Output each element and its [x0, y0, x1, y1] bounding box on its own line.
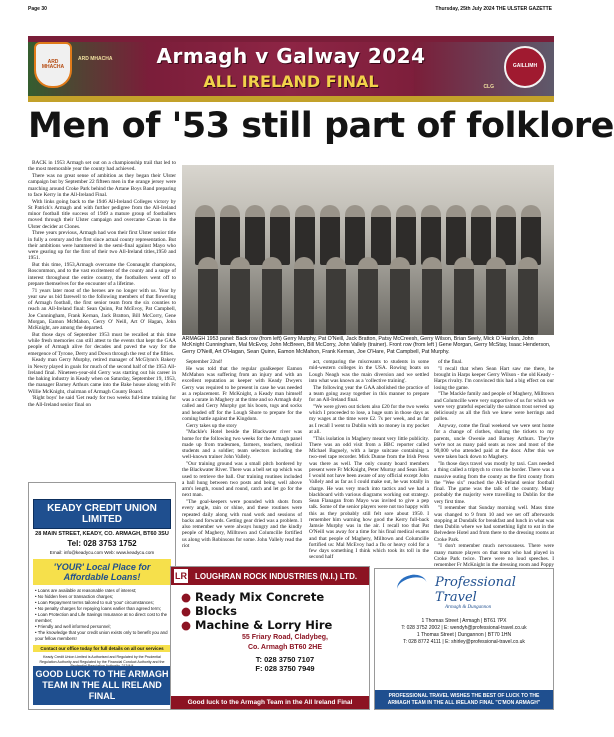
bullet-icon: ●	[181, 604, 196, 618]
photo-back-row	[192, 205, 544, 265]
plane-swoosh-icon	[395, 571, 430, 600]
prof-travel-logo: Professional Travel	[435, 575, 516, 605]
photo-figure	[486, 257, 506, 335]
photo-figure	[262, 257, 282, 335]
keady-email: Email: info@keadycu.com Web: www.keadycu.com	[49, 550, 155, 555]
photo-front-row	[192, 257, 544, 335]
loughran-fax: F: 028 3750 7949	[255, 663, 315, 673]
photo-figure	[446, 205, 466, 265]
photo-figure	[471, 205, 491, 265]
keady-bullet: • The knowledge that your credit union exists only to benefit you and your fellow members!	[35, 630, 169, 642]
article-paragraph: "We were given out tickets also £20 for the two weeks which I proceeded to lose, a huge sum in those days as my wages at the time were £2. 7s per week, and as far as I recall I went to Dublin with no money in my pocket at all.	[309, 403, 429, 435]
banner-title: Armagh v Galway 2024	[156, 44, 426, 68]
prof-travel-footer: PROFESSIONAL TRAVEL WISHES THE BEST OF LUCK TO THE ARMAGH TEAM IN THE ALL IRELAND FINAL "C'MON ARMAGH"	[375, 690, 553, 709]
prof-armagh-contact: T: 028 3752 2002 | E: wendyh@professional-travel.co.uk	[401, 625, 527, 631]
loughran-service-item	[181, 618, 369, 632]
article-paragraph: 'Right boys' he said 'Get ready for two weeks full-time training for the All-Ireland senior final on	[28, 395, 176, 408]
article-paragraph: Keady man Gerry Murphy, retired manager of McGlynn's Bakery in Newry played in goals for much of the second half of the 1953 All-Ireland final. Nineteen-year-old Gerry was starting out his career in the baking industry in Keady when on Saturday, September 19, 1953, the manager Barney Arthurs came into the Bake house along with Fr Willie McKnight, chairman of Armagh County Board.	[28, 357, 176, 395]
photo-figure	[245, 205, 265, 265]
headline: Men of '53 still part of folklore	[28, 106, 614, 146]
article-paragraph: "I remember that Sunday morning well. Mass time was changed to 9 from 10 and we set off afterwards stopping at Dundalk for breakfast and lunch in what was then Dublin where we had something light to eat in the Belvedere Hotel and from there to the dressing rooms at Croke Park.	[434, 505, 554, 543]
article-paragraph: Gerry takes up the story	[186, 422, 237, 429]
loughran-name: LOUGHRAN ROCK INDUSTRIES (N.I.) LTD.	[195, 571, 358, 581]
article-paragraph: Three years previous, Armagh had won their first Ulster senior title in fully a century and the first since actual county representation. But their ambitions were hammered in the semi-final against Mayo who were gearing up for the first of their two All-Ireland titles,1950 and 1951.	[28, 230, 176, 262]
keady-title: KEADY CREDIT UNION LIMITED	[33, 499, 171, 529]
loughran-logo-icon: LR	[175, 571, 187, 581]
photo-figure	[496, 205, 516, 265]
article-paragraph: But those days of September 1953 must be recalled at this time while fresh memories can still attest to the events that kept the GAA people of Armagh alive for decades and paved the way for the emergence of Tyrone, Derry and Down through the rest of the fifties.	[28, 331, 176, 357]
banner-subtitle: ALL IRELAND FINAL	[203, 72, 379, 91]
keady-good-luck: GOOD LUCK TO THE ARMAGH TEAM IN THE ALL IRELAND FINAL	[33, 666, 171, 705]
article-paragraph: The following year the GAA abolished the practice of a team going away together in this manner to prepare for an All-Ireland final.	[309, 384, 429, 403]
keady-bullet: • No penalty charges for repaying loans earlier than agreed term;	[35, 606, 169, 612]
keady-bullet: • Friendly and well informed personnel;	[35, 624, 169, 630]
loughran-rock-ad	[170, 566, 370, 710]
article-paragraph: Anyway, come the final weekend we were sent home for a change of clothes, sharing the tickets to my parents, uncle Owenie and Barney Arthurs. They're we're not as many paid seats as now and most of the 90,000 who attended paid at the door. After this we were taken back down to Maghery.	[434, 423, 554, 461]
photo-figure	[295, 205, 315, 265]
keady-slogan: 'YOUR' Local Place for Affordable Loans!	[33, 559, 171, 585]
photo-figure	[345, 205, 365, 265]
keady-tel: Tel: 028 3753 1752	[67, 539, 137, 548]
photo-figure	[220, 205, 240, 265]
galway-crest-icon: GAILLIMH	[504, 46, 546, 88]
match-banner	[28, 36, 554, 102]
photo-figure	[230, 257, 250, 335]
article-paragraph: "The goal-keepers were pounded with shots from every angle, rain or shine, and these routines were repeated daily along with road work and sessions of backs and forwards. Getting gear dried was a problem. I also remember we were always hungry and the kindly people of Maghery, Milltown and Columcille fortified us along with Robinsons for some. John Vallely read the riot	[182, 499, 302, 549]
professional-travel-ad	[374, 568, 554, 710]
photo-figure	[358, 257, 378, 335]
article-column-2	[182, 359, 302, 564]
photo-figure	[422, 257, 442, 335]
banner-right-label: CLG	[483, 84, 494, 90]
loughran-services	[181, 590, 369, 632]
keady-address: 28 MAIN STREET, KEADY, CO. ARMAGH, BT60 3SU	[35, 531, 169, 537]
loughran-tel: T: 028 3750 7107	[255, 654, 315, 664]
photo-figure	[326, 257, 346, 335]
photo-figure	[421, 205, 441, 265]
keady-bullet: • Loan Repayment terms tailored to suit 'your' circumstances;	[35, 600, 169, 606]
prof-armagh-address: 1 Thomas Street | Armagh | BT61 7PX	[421, 618, 507, 624]
article-paragraph: "The Mackle family and people of Maghery, Milltown and Columcille were very supportive of us for which we were very grateful especially the salmon trout served up deliciously as all the fish we knew were herrings and pollen.	[434, 391, 554, 423]
article-column-3	[309, 359, 429, 564]
bullet-icon: ●	[181, 590, 196, 604]
photo-figure	[320, 205, 340, 265]
loughran-service-item	[181, 604, 369, 618]
photo-figure	[454, 257, 474, 335]
loughran-address-1: 55 Friary Road, Cladybeg,	[242, 634, 328, 641]
team-photo	[182, 165, 554, 335]
photo-figure	[195, 205, 215, 265]
prof-dungannon-contact: T: 028 8772 4111 | E: shirley@professional-travel.co.uk	[403, 639, 525, 645]
article-paragraph: BACK in 1953 Armagh set out on a championship trail that led to the most memorable year the county had achieved.	[28, 160, 176, 173]
keady-contact: Contact our office today for full details on all our services	[33, 645, 171, 652]
keady-bullet: • No hidden fees or transaction charges;	[35, 594, 169, 600]
photo-figure	[294, 257, 314, 335]
article-paragraph: "This isolation in Maghery meant very little publicity. There was an odd visit from a BBC reporter called Michael Baguely, with a large suitcase containing a two-reel tape recorder. Mick Dunne from the Irish Press was there as well. The only county board members present were Fr McKnight, Peter Murray and Sean Hart. I would not have been aware of any official except John Vallely and as far as I could make out, he was totally in charge. He was very much into tactics and we had a blackboard with various diagrams working out strategy. Sean Flanagan from Mayo was invited to give a pep talk. Some of the senior players were not too happy with this as they probably still felt sore about 1950. I remember him warning how good the Kerry full-back Jamsie Murphy was in the air. I recall too that Pat O'Neill was away for a time for his final medical exams and that people of Maghery, Milltown and Columcille fortified us: Mal McEvoy had a flu or heavy cold for a few days something I think which took its toll in the second half	[309, 435, 429, 561]
photo-figure	[270, 205, 290, 265]
photo-figure	[521, 205, 541, 265]
keady-bullet: • Loan Protection and Life Savings Insurance at no direct cost to the member;	[35, 612, 169, 624]
article-paragraph: September 22nd!	[186, 359, 223, 365]
page-number: Page 30	[28, 6, 47, 12]
article-paragraph: But this time, 1953,Armagh overcame the Connaught champions, Roscommon, and to the vast excitement of the county and a surge of interest throughout the entire country, the footballers went off to prepare themselves for the encounter of a lifetime.	[28, 262, 176, 287]
article-paragraph: He was told that the regular goalkeeper Eamon McMahon was suffering from an injury and with an excellent reputation as keeper with Keady Dwyers Gerry was required to be present in case he was needed as a replacement. Fr McKnight, a Keady man himself was a curate in Maghery at the time and so Armagh duly called and Gerry Murphy got his boots, togs and socks and headed off for the Lough Shore to prepare for the coming battle against the Kingdom.	[182, 365, 302, 422]
article-paragraph: act, comparing the miscreants to students in some mid-western colleges in the USA. Rowing boats on Lough Neagh was the main diversion and we settled into what was known as a 'collective training'.	[309, 359, 429, 384]
loughran-service-label: Blocks	[195, 604, 237, 618]
keady-fine-print: Keady Credit Union Limited is Authorised and Regulated by the Prudential Regulation Authority and Regulated by the Financial Conduct Authority and the	[39, 655, 165, 664]
issue-date: Thursday, 25th July 2024 THE ULSTER GAZETTE	[435, 6, 552, 12]
photo-figure	[518, 257, 538, 335]
prof-travel-logo-sub: Armagh & Dungannon	[445, 605, 492, 610]
article-paragraph: of the final.	[438, 359, 463, 365]
keady-credit-union-ad	[28, 482, 176, 710]
photo-figure	[396, 205, 416, 265]
photo-figure	[390, 257, 410, 335]
article-paragraph: "In those days travel was mostly by taxi. Cars needed a thing called a triptych to cross the border. There was a massive outing from the county as the first county from the "Wee six" reached the All-Ireland senior football final. The game was the talk of the country. Many probably the majority were travelling to Dublin for the very first time.	[434, 461, 554, 505]
loughran-header	[171, 567, 369, 585]
photo-figure	[198, 257, 218, 335]
article-paragraph: "Our training ground was a small pitch bordered by the Blackwater River. There was a bell set up which was used to retrieve the ball. Our training routines included a ball hung between two posts and being well above arm's length, round and round, catch and let go for the next man.	[182, 461, 302, 499]
article-column-4	[434, 359, 554, 568]
photo-figure	[371, 205, 391, 265]
running-head	[28, 4, 552, 14]
article-paragraph: 71 years later most of the heroes are no longer with us. Year by year saw us bid farewell to the following members of that flowering of Armagh football, the first senior team from the six counties to reach an All-Ireland final: Sean Quinn, Pat McEvoy, Pat Campbell, Joe Cunningham, Frank Kernan, Jack Bratton, Bill McCorry, Gene Morgan, Eamon McMahon, Gerry O' Neill, Art O' Hagan, John McKnight, are among the departed.	[28, 287, 176, 331]
loughran-address-2: Co. Armagh BT60 2HE	[247, 644, 323, 652]
keady-bullets	[35, 588, 169, 642]
banner-left-label: ARD MHACHA	[78, 56, 113, 62]
article-column-1	[28, 160, 176, 478]
article-paragraph: "I don't remember much nervousness. There were many mature players on that team who had played in Croke Park twice. There were no loud speeches. I remember Fr McKnight in the dressing room and Poppy	[434, 543, 554, 568]
loughran-footer: Good luck to the Armagh Team in the All Ireland Final	[171, 696, 369, 709]
loughran-service-item	[181, 590, 369, 604]
photo-caption: ARMAGH 1953 panel: Back row (from left) Gerry Murphy, Pat O'Neill, Jack Bratton, Patsy McCreesh, Gerry Wilson, Brian Seely, Mick O 'Hanlon, John McKnight Cunningham, Mal McEvoy, John McBreen, Bill McCorry, John Vallely (trainer). Front row (from left ) Gene Morgan, Gerry McStay, Isaac Henderson, Gerry O'Neill, Art O'Hagan, Sean Quinn, Eamon McMahon, Frank Kernan, Joe O'Hare, Pat Campbell, Pat Murphy.	[182, 336, 551, 355]
prof-dungannon-address: 1 Thomas Street | Dungannon | BT70 1HN	[416, 632, 512, 638]
keady-bullet: • Loans are available at reasonable rates of interest;	[35, 588, 169, 594]
article-paragraph: "Mackle's Hotel beside the Blackwater river was home for the following two weeks for the Armagh panel made up from tradesmen, farmers, teachers, medical students and a soldier; team selectors including the well-known trainer John Vallely.	[182, 429, 302, 461]
article-paragraph: With links going back to the 1946 All-Ireland Colleges victory by St Patrick's Armagh and with further pedigree from the All-Ireland minor football title success of 1949 a mature group of footballers moved through their Ulster campaign and overcame Cavan in the Ulster decider at Clones.	[28, 198, 176, 230]
loughran-service-label: Ready Mix Concrete	[195, 590, 325, 604]
loughran-service-label: Machine & Lorry Hire	[195, 618, 333, 632]
article-paragraph: "I recall that when Sean Hart saw me there, he brought in Harps keeper Gerry Wilson - the old Keady - Harps rivalry. I'm convinced this had a big effect on our losing the game.	[434, 365, 554, 391]
article-paragraph: There was no great sense of ambition as they began their Ulster campaign but by September 22 fifteen men in the orange jersey were marching around Croke Park behind the Artane Boys Band preparing to face Kerry in the All-Ireland Final.	[28, 173, 176, 198]
armagh-crest-icon: ARD MHACHA	[34, 42, 72, 88]
bullet-icon: ●	[181, 618, 196, 632]
